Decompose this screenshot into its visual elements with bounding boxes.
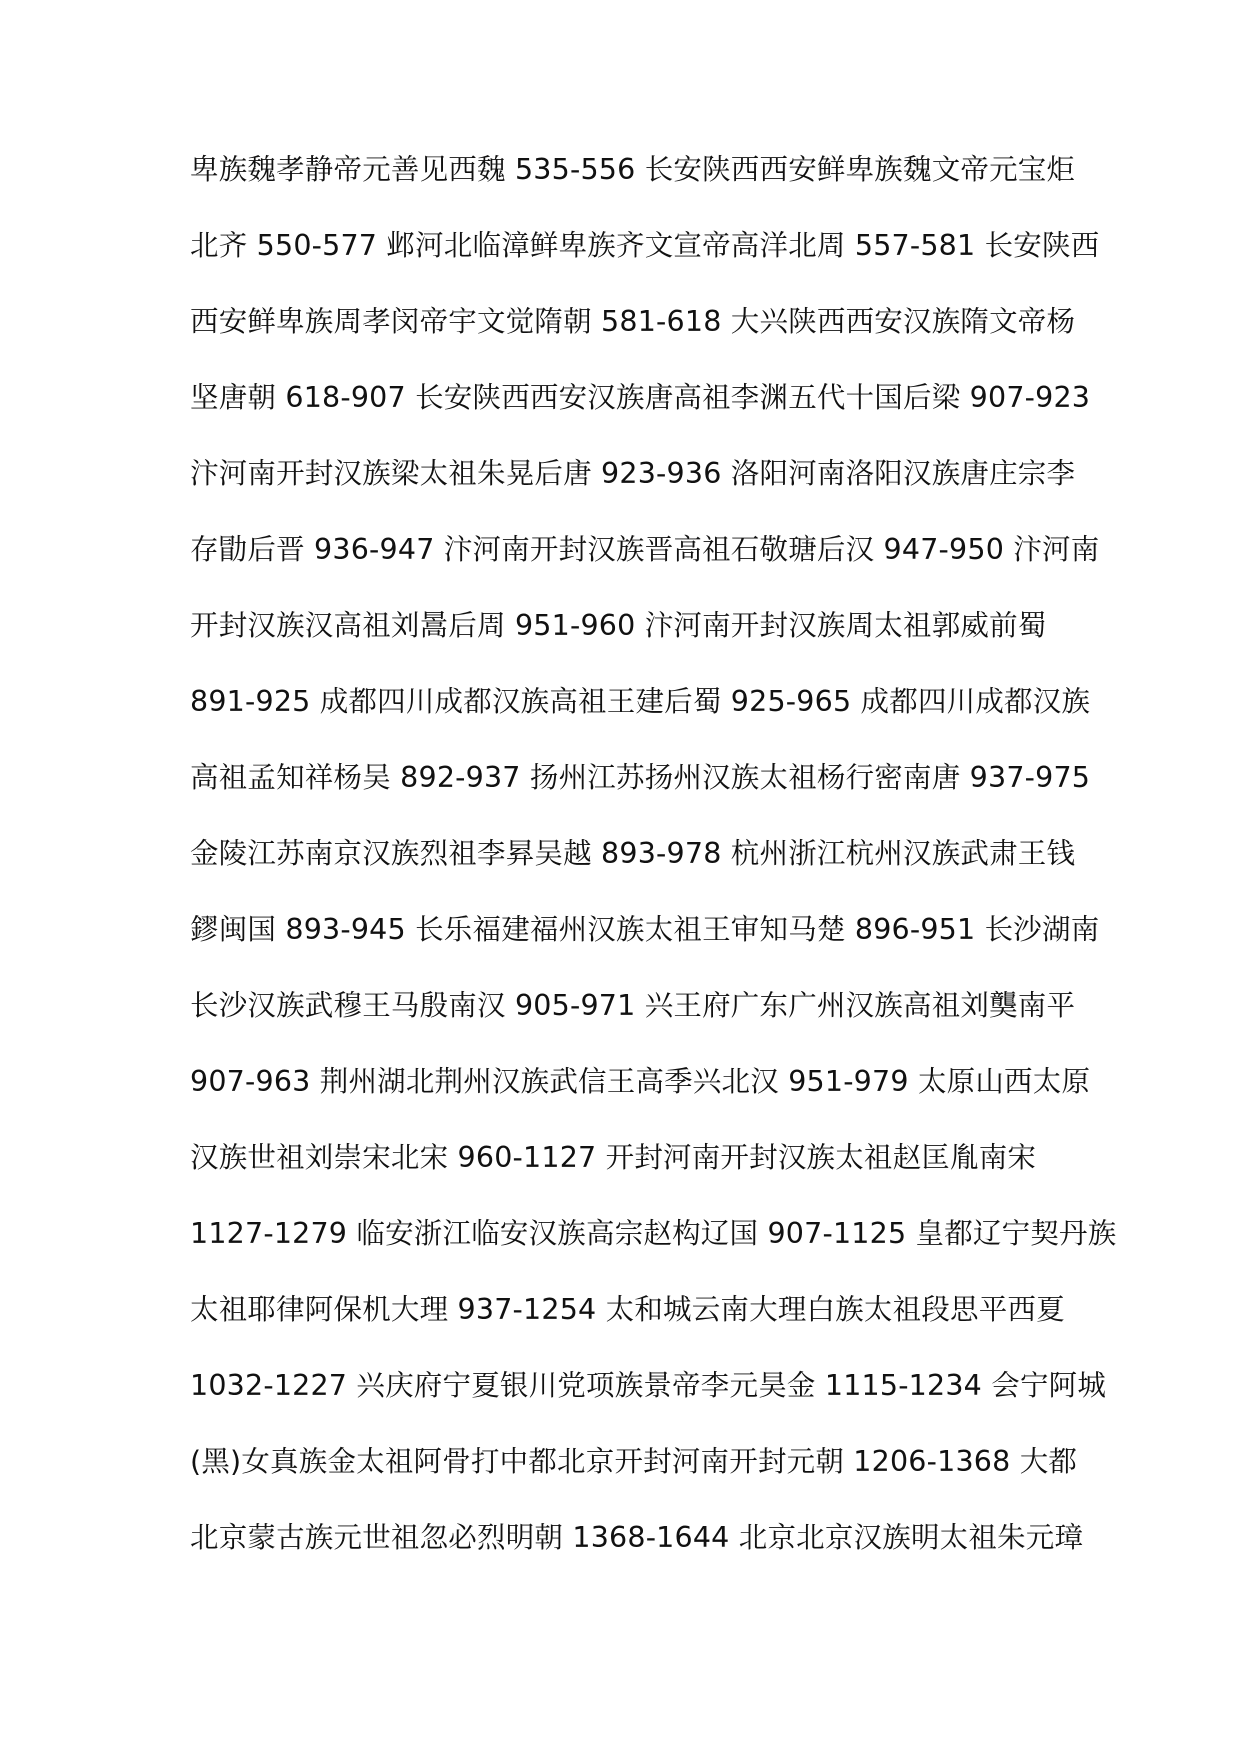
body-text bbox=[190, 145, 1117, 1589]
text-line: 汴河南开封汉族梁太祖朱晃后唐 923-936 洛阳河南洛阳汉族唐庄宗李 bbox=[190, 457, 1076, 490]
text-line: 891-925 成都四川成都汉族高祖王建后蜀 925-965 成都四川成都汉族 bbox=[190, 685, 1091, 718]
text-line: 开封汉族汉高祖刘暠后周 951-960 汴河南开封汉族周太祖郭威前蜀 bbox=[190, 609, 1047, 642]
text-line: 汉族世祖刘崇宋北宋 960-1127 开封河南开封汉族太祖赵匡胤南宋 bbox=[190, 1141, 1037, 1174]
text-line: 北齐 550-577 邺河北临漳鲜卑族齐文宣帝高洋北周 557-581 长安陕西 bbox=[190, 229, 1100, 262]
text-line: 西安鲜卑族周孝闵帝宇文觉隋朝 581-618 大兴陕西西安汉族隋文帝杨 bbox=[190, 305, 1076, 338]
text-line: 1032-1227 兴庆府宁夏银川党项族景帝李元昊金 1115-1234 会宁阿城 bbox=[190, 1369, 1107, 1402]
text-line: 长沙汉族武穆王马殷南汉 905-971 兴王府广东广州汉族高祖刘龑南平 bbox=[190, 989, 1076, 1022]
text-line: 1127-1279 临安浙江临安汉族高宗赵构辽国 907-1125 皇都辽宁契丹族 bbox=[190, 1217, 1117, 1250]
text-line: 907-963 荆州湖北荆州汉族武信王高季兴北汉 951-979 太原山西太原 bbox=[190, 1065, 1091, 1098]
text-line: 高祖孟知祥杨吴 892-937 扬州江苏扬州汉族太祖杨行密南唐 937-975 bbox=[190, 761, 1091, 794]
text-line: 鏐闽国 893-945 长乐福建福州汉族太祖王审知马楚 896-951 长沙湖南 bbox=[190, 913, 1100, 946]
text-line: 卑族魏孝静帝元善见西魏 535-556 长安陕西西安鲜卑族魏文帝元宝炬 bbox=[190, 153, 1076, 186]
text-line: 太祖耶律阿保机大理 937-1254 太和城云南大理白族太祖段思平西夏 bbox=[190, 1293, 1065, 1326]
text-line: 北京蒙古族元世祖忽必烈明朝 1368-1644 北京北京汉族明太祖朱元璋 bbox=[190, 1521, 1084, 1554]
text-line: (黑)女真族金太祖阿骨打中都北京开封河南开封元朝 1206-1368 大都 bbox=[190, 1445, 1078, 1478]
text-line: 存勖后晋 936-947 汴河南开封汉族晋高祖石敬瑭后汉 947-950 汴河南 bbox=[190, 533, 1100, 566]
text-line: 金陵江苏南京汉族烈祖李昪吴越 893-978 杭州浙江杭州汉族武肃王钱 bbox=[190, 837, 1076, 870]
text-line: 坚唐朝 618-907 长安陕西西安汉族唐高祖李渊五代十国后梁 907-923 bbox=[190, 381, 1091, 414]
